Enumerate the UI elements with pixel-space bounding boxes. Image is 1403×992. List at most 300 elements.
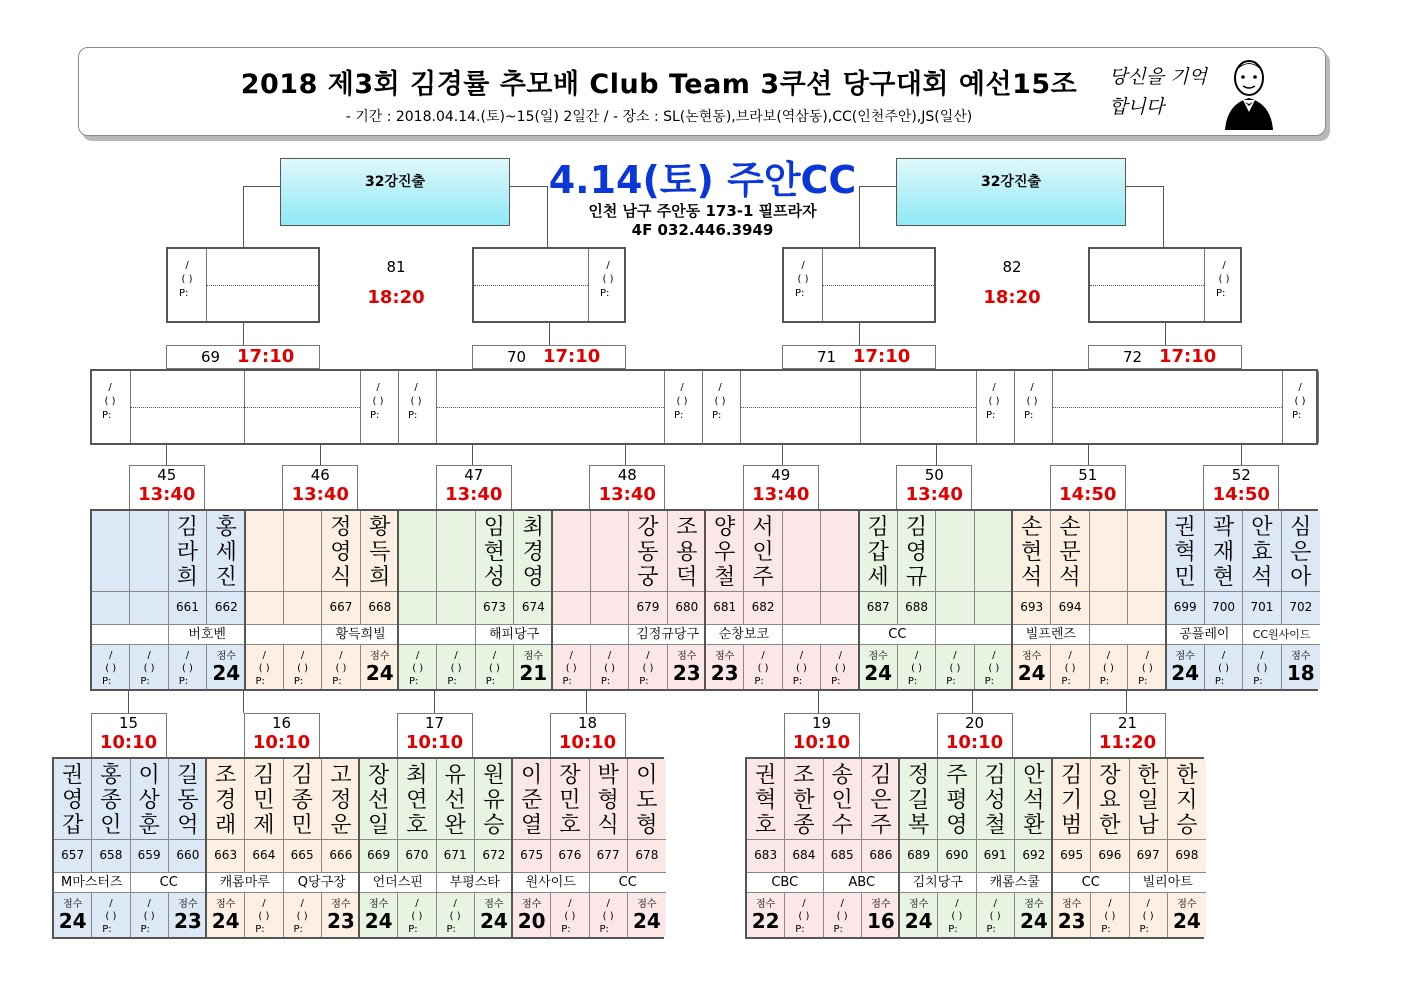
row-divider	[207, 591, 245, 592]
name-cell	[1052, 371, 1283, 443]
score-slot[interactable]	[437, 897, 474, 936]
score-value: 23	[173, 909, 202, 933]
row-divider	[590, 892, 627, 893]
player-column	[1168, 759, 1206, 937]
match-time: 13:40	[905, 484, 963, 505]
page-title: 2018 제3회 김경률 추모배 Club Team 3쿠션 당구대회 예선15조	[240, 69, 1078, 100]
advance-box-left	[280, 158, 510, 226]
name-char: 양	[714, 515, 736, 540]
row-divider	[476, 591, 513, 592]
score-slot[interactable]	[322, 649, 359, 688]
name-char: 선	[367, 788, 390, 813]
name-char: 유	[483, 788, 505, 813]
bracket-line	[972, 691, 973, 713]
player-column	[900, 759, 938, 937]
slot-slash: /	[185, 650, 190, 661]
row-divider	[399, 644, 436, 645]
slot-points: P:	[1253, 676, 1263, 687]
slot-paren: ( )	[1218, 274, 1230, 285]
score-slot[interactable]	[405, 381, 427, 423]
name-divider	[436, 407, 664, 408]
player-name	[747, 763, 784, 838]
score-slot[interactable]	[245, 897, 282, 936]
match-number: 81	[386, 258, 406, 276]
score-slot[interactable]	[1021, 381, 1043, 423]
slot-cell	[588, 249, 627, 321]
name-divider	[1090, 285, 1204, 286]
slot-paren: ( )	[565, 663, 577, 674]
slot-slash: /	[453, 898, 457, 909]
player-column	[54, 759, 92, 937]
player-number: 665	[290, 848, 314, 862]
top-group	[1011, 509, 1165, 691]
score-slot[interactable]	[898, 649, 935, 688]
slot-paren: ( )	[449, 911, 461, 922]
slot-paren: ( )	[795, 663, 807, 674]
score-slot[interactable]	[824, 897, 861, 936]
quarter-header	[472, 345, 626, 369]
slot-points: P:	[1214, 676, 1225, 687]
player-number: 686	[869, 848, 893, 862]
slot-points: P:	[293, 924, 303, 935]
row-divider	[975, 644, 1013, 645]
club-name	[246, 625, 323, 644]
player-number: 677	[596, 848, 620, 862]
player-column	[437, 759, 475, 937]
name-char: 영	[330, 540, 352, 565]
player-name	[629, 515, 666, 590]
player-number: 689	[907, 848, 931, 862]
name-char: 희	[369, 565, 391, 590]
match-time: 14:50	[1059, 484, 1117, 505]
row-divider	[744, 644, 781, 645]
score-slot[interactable]	[1205, 649, 1242, 688]
score-slot[interactable]	[785, 897, 822, 936]
slot-points: P:	[600, 676, 611, 687]
name-char: 김	[253, 763, 275, 788]
slot-slash: /	[1222, 260, 1226, 271]
score-slot[interactable]	[99, 381, 121, 423]
row-divider	[437, 644, 474, 645]
row-divider	[92, 839, 129, 840]
name-char: 은	[1290, 540, 1312, 565]
score-slot[interactable]	[1130, 897, 1167, 936]
score-slot[interactable]	[783, 649, 820, 688]
slot-points: P:	[1139, 924, 1149, 935]
player-number: 691	[983, 848, 1007, 862]
player-column	[437, 511, 475, 689]
bottom-group	[511, 757, 664, 939]
row-divider	[92, 591, 129, 592]
player-column	[92, 759, 130, 937]
score-label: 점수	[871, 899, 891, 910]
match-time: 13:40	[445, 484, 503, 505]
slot-paren: ( )	[297, 663, 309, 674]
player-number: 657	[61, 848, 85, 862]
score-slot[interactable]	[821, 649, 859, 688]
player-number: 675	[520, 848, 544, 862]
name-char: 효	[1251, 540, 1273, 565]
score-slot[interactable]	[399, 649, 436, 688]
match-time: 10:10	[558, 732, 617, 753]
player-name	[169, 763, 207, 838]
score-value: 24	[1017, 661, 1046, 685]
player-column	[514, 511, 552, 689]
player-column	[284, 759, 322, 937]
score-slot[interactable]	[1051, 649, 1088, 688]
score-value: 21	[519, 661, 548, 685]
bracket-line	[243, 323, 244, 345]
player-column	[938, 759, 976, 937]
name-char: 복	[907, 813, 930, 838]
slot-slash: /	[147, 898, 151, 909]
row-divider	[747, 839, 784, 840]
player-number: 699	[1173, 600, 1197, 614]
score-slot[interactable]	[131, 897, 168, 936]
row-divider	[1015, 892, 1053, 893]
score-slot[interactable]	[975, 649, 1013, 688]
score-value: 24	[864, 661, 893, 685]
score-value: 24	[904, 909, 933, 933]
score-slot[interactable]	[792, 259, 814, 301]
match-number: 48	[617, 466, 637, 484]
slot-points: P:	[792, 676, 803, 687]
player-column	[92, 511, 130, 689]
score-slot[interactable]	[176, 259, 198, 301]
player-number: 668	[368, 600, 392, 614]
score-slot[interactable]	[938, 897, 975, 936]
name-char: 현	[1212, 565, 1235, 590]
name-char: 손	[1059, 515, 1081, 540]
advance-label-left: 32강진출	[364, 174, 426, 190]
match-number: 47	[464, 466, 484, 484]
row-divider	[1091, 892, 1128, 893]
row-divider	[1090, 644, 1127, 645]
score-slot[interactable]	[92, 649, 129, 688]
slot-paren: ( )	[798, 911, 810, 922]
score-slot[interactable]	[936, 649, 973, 688]
slot-slash: /	[680, 382, 684, 393]
club-name	[553, 625, 630, 644]
slot-points: P:	[639, 676, 649, 687]
row-divider	[783, 591, 820, 592]
bracket-line	[625, 445, 626, 465]
slot-slash: /	[109, 650, 113, 661]
player-number: 666	[329, 848, 353, 862]
player-number: 696	[1098, 848, 1122, 862]
score-slot[interactable]	[437, 649, 474, 688]
top-group	[858, 509, 1012, 691]
name-char: 세	[215, 540, 237, 565]
match-number: 70	[507, 348, 527, 366]
score-slot[interactable]	[1090, 649, 1127, 688]
name-char: 선	[444, 788, 466, 813]
bracket-line	[859, 323, 860, 345]
score-slot[interactable]	[551, 897, 588, 936]
score-slot[interactable]	[983, 381, 1005, 423]
score-slot[interactable]	[1289, 381, 1311, 423]
player-number: 688	[905, 600, 929, 614]
slot-paren: ( )	[1142, 911, 1154, 922]
score-slot[interactable]	[553, 649, 590, 688]
slot-slash: /	[185, 260, 189, 271]
player-name	[92, 763, 129, 838]
match-number: 16	[271, 714, 292, 732]
match-number: 50	[924, 466, 944, 484]
name-char: 영	[61, 788, 84, 813]
name-char: 정	[330, 515, 352, 540]
score-slot[interactable]	[1243, 649, 1280, 688]
slot-cell	[1014, 371, 1053, 443]
player-number: 698	[1175, 848, 1199, 862]
slot-points: P:	[795, 924, 805, 935]
score-label: 점수	[521, 899, 542, 910]
player-column	[360, 759, 398, 937]
player-column	[1091, 759, 1129, 937]
bracket-line	[243, 186, 244, 248]
player-column	[862, 759, 900, 937]
score-slot[interactable]	[590, 897, 627, 936]
score-label: 점수	[178, 899, 198, 910]
slot-points: P:	[179, 288, 189, 299]
player-name	[1091, 763, 1128, 838]
name-char: 연	[406, 788, 428, 813]
player-column	[361, 511, 399, 689]
player-name	[862, 763, 900, 838]
score-slot[interactable]	[671, 381, 693, 423]
player-number: 695	[1060, 848, 1084, 862]
player-column	[590, 759, 628, 937]
row-divider	[131, 839, 168, 840]
group-header	[436, 465, 512, 509]
name-char: 주	[946, 763, 968, 788]
bracket-line	[859, 186, 896, 187]
club-name: Q당구장	[284, 873, 361, 892]
row-divider	[284, 839, 321, 840]
row-divider	[1015, 839, 1053, 840]
score-slot[interactable]	[92, 897, 129, 936]
score-label: 점수	[908, 899, 929, 910]
score-slot[interactable]	[1128, 649, 1166, 688]
club-name	[92, 625, 169, 644]
group-header	[282, 465, 358, 509]
group-header	[1203, 465, 1279, 509]
row-divider	[783, 644, 820, 645]
player-name	[398, 763, 435, 838]
name-char: 영	[946, 813, 968, 838]
player-number: 658	[99, 848, 123, 862]
slot-points: P:	[102, 924, 112, 935]
club-name	[936, 625, 1013, 644]
score-slot[interactable]	[1213, 259, 1235, 301]
player-column	[821, 511, 859, 689]
score-slot[interactable]	[591, 649, 628, 688]
bracket-line	[1088, 445, 1089, 465]
name-char: 인	[831, 788, 853, 813]
row-divider	[1282, 644, 1320, 645]
score-slot[interactable]	[169, 649, 206, 688]
group-header	[129, 465, 205, 509]
score-slot[interactable]	[744, 649, 781, 688]
name-char: 갑	[61, 813, 84, 838]
slot-paren: ( )	[604, 663, 616, 674]
row-divider	[551, 839, 588, 840]
slot-points: P:	[1138, 676, 1148, 687]
slot-slash: /	[838, 650, 842, 661]
row-divider	[437, 591, 474, 592]
name-char: 김	[176, 515, 199, 540]
score-value: 24	[365, 661, 394, 685]
slot-points: P:	[907, 676, 918, 687]
name-cell	[860, 371, 977, 443]
club-name: CBC	[747, 873, 824, 892]
slot-cell	[1282, 371, 1319, 443]
name-char: 권	[61, 763, 84, 788]
match-number: 71	[817, 348, 837, 366]
player-column	[860, 511, 898, 689]
slot-points: P:	[102, 410, 112, 421]
name-char: 영	[905, 540, 928, 565]
player-column	[706, 511, 744, 689]
quarter-header	[782, 345, 936, 369]
name-char: 김	[905, 515, 928, 540]
club-name	[399, 625, 476, 644]
slot-points: P:	[984, 676, 995, 687]
match-time: 10:10	[792, 732, 851, 753]
player-column	[668, 511, 706, 689]
row-divider	[1167, 644, 1204, 645]
score-value: 23	[326, 909, 355, 933]
score-slot[interactable]	[284, 649, 321, 688]
name-char: 동	[177, 788, 199, 813]
name-char: 이	[636, 763, 658, 788]
player-number: 701	[1250, 600, 1274, 614]
player-column	[744, 511, 782, 689]
name-char: 한	[1176, 763, 1198, 788]
slot-paren: ( )	[181, 663, 193, 674]
score-slot[interactable]	[709, 381, 731, 423]
row-divider	[785, 839, 822, 840]
row-divider	[936, 644, 973, 645]
slot-slash: /	[109, 898, 113, 909]
row-divider	[1128, 591, 1166, 592]
club-name: 황득희빌	[322, 625, 399, 644]
name-char: 궁	[637, 565, 659, 590]
score-slot[interactable]	[476, 649, 513, 688]
name-char: 남	[1137, 813, 1159, 838]
score-label: 점수	[868, 651, 888, 662]
player-number: 702	[1289, 600, 1313, 614]
score-label: 점수	[755, 899, 776, 910]
slot-points: P:	[409, 676, 419, 687]
score-slot[interactable]	[1091, 897, 1128, 936]
bracket-line	[472, 445, 473, 465]
slot-slash: /	[1221, 650, 1226, 661]
row-divider	[246, 591, 283, 592]
slot-paren: ( )	[104, 396, 116, 407]
name-char: 서	[752, 515, 774, 540]
bracket-line	[1126, 691, 1127, 713]
name-char: 유	[444, 763, 466, 788]
score-slot[interactable]	[398, 897, 435, 936]
row-divider	[1090, 591, 1127, 592]
slot-slash: /	[147, 650, 151, 661]
score-value: 24	[632, 909, 661, 933]
slot-paren: ( )	[988, 396, 1000, 407]
score-slot[interactable]	[246, 649, 283, 688]
score-slot[interactable]	[284, 897, 321, 936]
match-time: 13:40	[138, 484, 196, 505]
semifinal-box	[166, 247, 320, 323]
player-name	[245, 763, 282, 838]
name-char: 이	[138, 763, 160, 788]
slot-slash: /	[718, 382, 722, 393]
slot-points: P:	[600, 288, 610, 299]
top-group	[90, 509, 244, 691]
slot-points: P:	[485, 676, 496, 687]
slot-cell	[398, 371, 437, 443]
name-char: 용	[676, 540, 698, 565]
name-char: 종	[291, 788, 313, 813]
slot-paren: ( )	[450, 663, 462, 674]
slot-paren: ( )	[1102, 663, 1114, 674]
group-header	[937, 713, 1013, 757]
player-number: 670	[405, 848, 429, 862]
slot-paren: ( )	[642, 663, 654, 674]
slot-slash: /	[300, 898, 304, 909]
group-header	[244, 713, 320, 757]
slot-cell	[92, 371, 131, 443]
player-column	[207, 511, 245, 689]
slot-points: P:	[293, 676, 304, 687]
player-number: 673	[482, 600, 506, 614]
header-panel	[78, 47, 1326, 136]
club-name: CC	[131, 873, 208, 892]
bracket-line	[434, 691, 435, 713]
score-label: 점수	[368, 899, 389, 910]
group-header	[784, 713, 860, 757]
row-divider	[169, 644, 206, 645]
player-column	[322, 511, 360, 689]
name-char: 김	[867, 515, 889, 540]
score-slot[interactable]	[977, 897, 1014, 936]
score-slot[interactable]	[629, 649, 666, 688]
player-number: 676	[558, 848, 582, 862]
score-label: 점수	[1061, 899, 1082, 910]
score-slot[interactable]	[130, 649, 167, 688]
row-divider	[1282, 591, 1320, 592]
player-column	[1013, 511, 1051, 689]
slot-slash: /	[454, 650, 458, 661]
slot-cell	[976, 371, 1015, 443]
slot-slash: /	[799, 650, 804, 661]
score-slot[interactable]	[367, 381, 389, 423]
name-char: 영	[522, 565, 544, 590]
name-char: 완	[444, 813, 466, 838]
player-name	[1015, 763, 1053, 838]
row-divider	[1168, 892, 1206, 893]
name-char: 한	[1137, 763, 1159, 788]
player-column	[898, 511, 936, 689]
row-divider	[207, 839, 244, 840]
club-name: ABC	[824, 873, 901, 892]
player-name	[1282, 515, 1320, 590]
row-divider	[628, 892, 666, 893]
score-slot[interactable]	[597, 259, 619, 301]
group-header	[896, 465, 972, 509]
slot-points: P:	[1099, 676, 1110, 687]
player-number: 679	[636, 600, 660, 614]
